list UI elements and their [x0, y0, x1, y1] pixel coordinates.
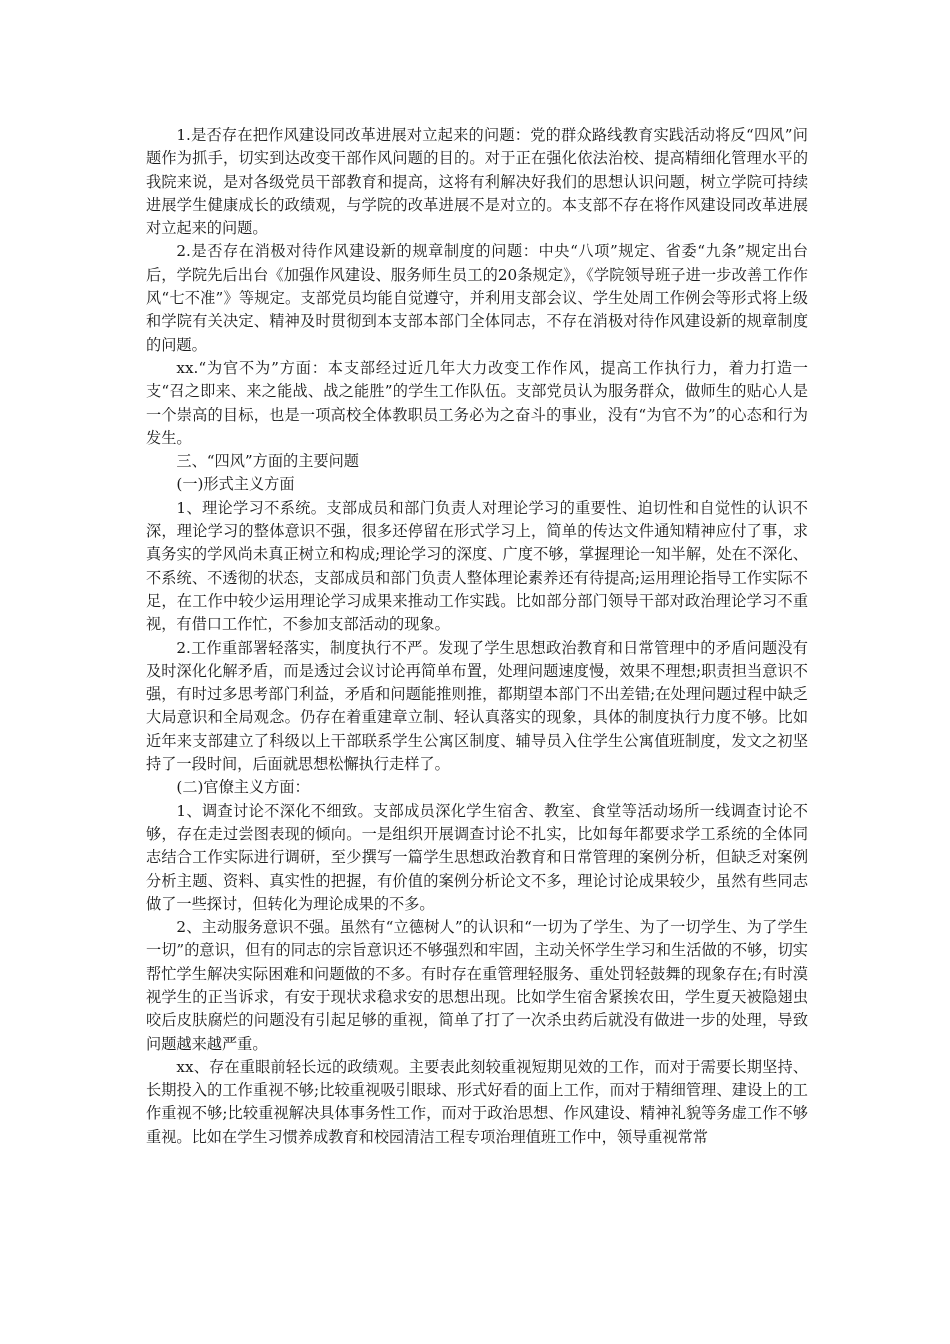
paragraph-short-term-view: xx、存在重眼前轻长远的政绩观。主要表此刻较重视短期见效的工作，而对于需要长期坚持、长期投入的工作重视不够;比较重视吸引眼球、形式好看的面上工作，而对于精细管理、建设上的工作重视不够;比较重视解决具体事务性工作，而对于政治思想、作风建设、精神礼貌等务虚工作不够重视。比如在学生习惯养成教育和校园清洁工程专项治理值班工作中，领导重视常常: [146, 1057, 808, 1146]
section-heading-four-styles: 三、“四风”方面的主要问题: [176, 452, 359, 471]
document-body: [146, 124, 808, 1149]
paragraph-new-regulations: 2.是否存在消极对待作风建设新的规章制度的问题：中央“八项”规定、省委“九条”规定出台后，学院先后出台《加强作风建设、服务师生员工的20条规定》，《学院领导班子进一步改善工作作风“七不准”》等规定。支部党员均能自觉遵守，并利用支部会议、学生处周工作例会等形式将上级和学院有关决定、精神及时贯彻到本支部本部门全体同志，不存在消极对待作风建设新的规章制度的问题。: [146, 242, 808, 354]
paragraph-inaction: xx.“为官不为”方面：本支部经过近几年大力改变工作作风，提高工作执行力，着力打造一支“召之即来、来之能战、战之能胜”的学生工作队伍。支部党员认为服务群众，做师生的贴心人是一个崇高的目标，也是一项高校全体教职员工务必为之奋斗的事业，没有“为官不为”的心态和行为发生。: [146, 358, 808, 447]
paragraph-reform-conflict: 1.是否存在把作风建设同改革进展对立起来的问题：党的群众路线教育实践活动将反“四风”问题作为抓手，切实到达改变干部作风问题的目的。对于正在强化依法治校、提高精细化管理水平的我院来说，是对各级党员干部教育和提高，这将有利解决好我们的思想认识问题，树立学院可持续进展学生健康成长的政绩观，与学院的改革进展不是对立的。本支部不存在将作风建设同改革进展对立起来的问题。: [146, 126, 808, 238]
paragraph-investigation: 1、调查讨论不深化不细致。支部成员深化学生宿舍、教室、食堂等活动场所一线调查讨论不够，存在走过尝图表现的倾向。一是组织开展调查讨论不扎实，比如每年都要求学工系统的全体同志结合工作实际进行调研，至少撰写一篇学生思想政治教育和日常管理的案例分析，但缺乏对案例分析主题、资料、真实性的把握，有价值的案例分析论文不多，理论讨论成果较少，虽然有些同志做了一些探讨，但转化为理论成果的不多。: [146, 801, 808, 913]
paragraph-service-awareness: 2、主动服务意识不强。虽然有“立德树人”的认识和“一切为了学生、为了一切学生、为了学生一切”的意识，但有的同志的宗旨意识还不够强烈和牢固，主动关怀学生学习和生活做的不够，切实帮忙学生解决实际困难和问题做的不多。有时存在重管理轻服务、重处罚轻鼓舞的现象存在;有时漠视学生的正当诉求，有安于现状求稳求安的思想出现。比如学生宿舍紧挨农田，学生夏天被隐翅虫咬后皮肤腐烂的问题没有引起足够的重视，简单了打了一次杀虫药后就没有做进一步的处理，导致问题越来越严重。: [146, 918, 808, 1053]
subsection-heading-formalism: (一)形式主义方面: [176, 475, 295, 494]
paragraph-implementation: 2.工作重部署轻落实，制度执行不严。发现了学生思想政治教育和日常管理中的矛盾问题没有及时深化化解矛盾，而是透过会议讨论再简单布置，处理问题速度慢，效果不理想;职责担当意识不强，有时过多思考部门利益，矛盾和问题能推则推，都期望本部门不出差错;在处理问题过程中缺乏大局意识和全局观念。仍存在着重建章立制、轻认真落实的现象，具体的制度执行力度不够。比如近年来支部建立了科级以上干部联系学生公寓区制度、辅导员入住学生公寓值班制度，发文之初坚持了一段时间，后面就思想松懈执行走样了。: [146, 638, 808, 774]
subsection-heading-bureaucracy: (二)官僚主义方面：: [176, 778, 310, 797]
paragraph-theory-study: 1、理论学习不系统。支部成员和部门负责人对理论学习的重要性、迫切性和自觉性的认识不深，理论学习的整体意识不强，很多还停留在形式学习上，简单的传达文件通知精神应付了事，求真务实的学风尚未真正树立和构成;理论学习的深度、广度不够，掌握理论一知半解，处在不深化、不系统、不透彻的状态，支部成员和部门负责人整体理论素养还有待提高;运用理论指导工作实际不足，在工作中较少运用理论学习成果来推动工作实践。比如部分部门领导干部对政治理论学习不重视，有借口工作忙，不参加支部活动的现象。: [146, 498, 808, 634]
